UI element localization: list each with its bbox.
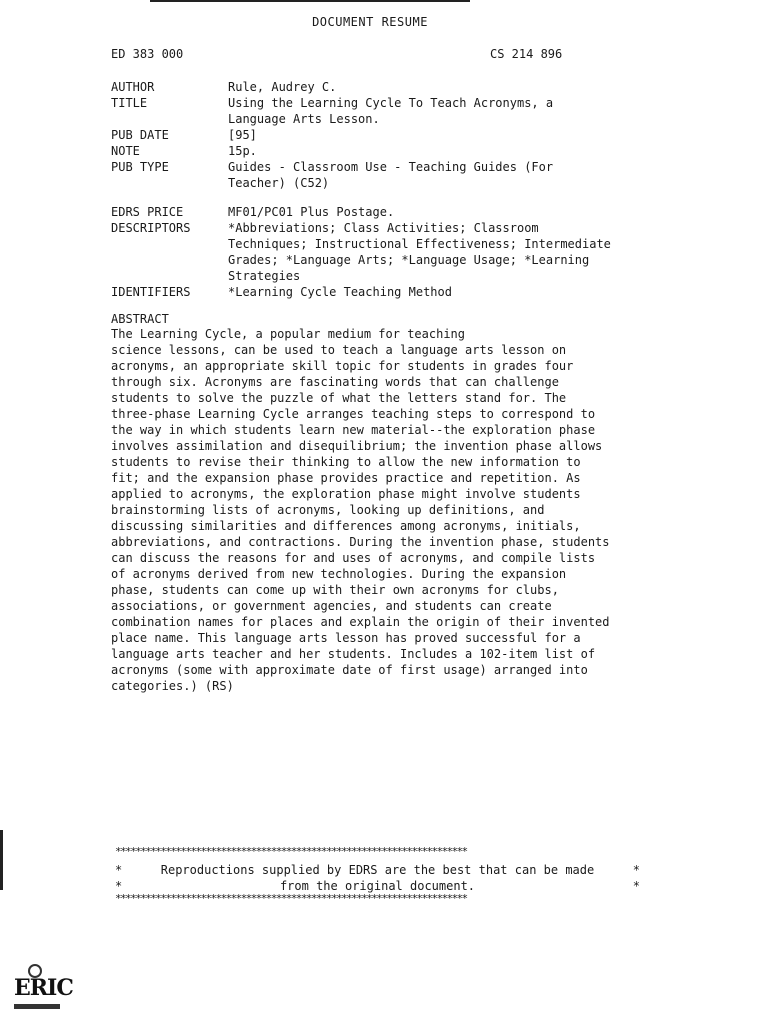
ed-number: ED 383 000 xyxy=(111,47,184,61)
field-label: DESCRIPTORS xyxy=(111,221,191,235)
field-label: IDENTIFIERS xyxy=(111,285,191,299)
eric-logo-text: ERIC xyxy=(14,975,73,1001)
cs-number: CS 214 896 xyxy=(490,47,563,61)
field-value: [95] xyxy=(228,128,257,142)
edge-star-right: * xyxy=(632,863,640,877)
notice-text-2: from the original document. xyxy=(279,879,476,893)
abstract-text: The Learning Cycle, a popular medium for teaching science lessons, can be used to teach a language arts lesson on acronyms, an appropriate skill topic for students in grades four through six. Acronyms are fascinating words that can challenge students to solve the puzzle of what the letters stand for. The three-phase Learning Cycle arranges teaching steps to correspond to the way in which students learn new material--the exploration phase involves assimilation and disequilibrium; the invention phase allows students to revise their thinking to allow the new information to fit; and the expansion phase provides practice and repetition. As applied to acronyms, the exploration phase might involve students brainstorming lists of acronyms, looking up definitions, and discussing similarities and differences among acronyms, initials, abbreviations, and contractions. During the invention phase, students can discuss the reasons for and uses of acronyms, and compile lists of acronyms derived from new technologies. During the expansion phase, students can come up with their own acronyms for clubs, associations, or government agencies, and students can create combination names for places and explain the origin of their invented place name. This language arts lesson has proved successful for a language arts teacher and her students. Includes a 102-item list of acronyms (some with approximate date of first usage) arranged into categories.) (RS) xyxy=(111,327,610,693)
star-border-top: ********************************************************************** xyxy=(115,845,467,858)
field-pub-type xyxy=(111,159,651,191)
field-label: PUB DATE xyxy=(111,128,169,142)
field-author xyxy=(111,79,651,95)
star-border-bottom: ********************************************************************** xyxy=(115,892,467,905)
top-rule xyxy=(150,0,470,2)
field-title xyxy=(111,95,651,127)
abstract-label: ABSTRACT xyxy=(111,312,169,326)
field-note xyxy=(111,143,651,159)
document-heading: DOCUMENT RESUME xyxy=(312,15,428,29)
field-label: TITLE xyxy=(111,96,148,110)
metadata-fields xyxy=(111,79,651,300)
field-identifiers xyxy=(111,284,651,300)
spacer xyxy=(111,191,651,204)
edge-star-left: * xyxy=(115,863,123,877)
reproduction-notice xyxy=(115,862,640,894)
notice-text-1: Reproductions supplied by EDRS are the best that can be made xyxy=(160,863,595,877)
field-label: EDRS PRICE xyxy=(111,205,184,219)
field-label: AUTHOR xyxy=(111,80,155,94)
field-label: NOTE xyxy=(111,144,140,158)
field-value: Using the Learning Cycle To Teach Acronyms, a Language Arts Lesson. xyxy=(228,96,554,126)
field-label: PUB TYPE xyxy=(111,160,169,174)
field-pub-date xyxy=(111,127,651,143)
eric-logo-bar xyxy=(14,1004,60,1009)
field-edrs-price xyxy=(111,204,651,220)
field-value: *Learning Cycle Teaching Method xyxy=(228,285,452,299)
edge-star-left: * xyxy=(115,879,123,893)
field-value: 15p. xyxy=(228,144,257,158)
scan-edge-mark xyxy=(0,830,3,890)
field-value: *Abbreviations; Class Activities; Classroom Techniques; Instructional Effectiveness; Intermediate Grades; *Language Arts; *Language Usage; *Learning Strategies xyxy=(228,221,611,283)
field-value: Guides - Classroom Use - Teaching Guides (For Teacher) (C52) xyxy=(228,160,554,190)
field-value: Rule, Audrey C. xyxy=(228,80,337,94)
edge-star-right: * xyxy=(632,879,640,893)
field-value: MF01/PC01 Plus Postage. xyxy=(228,205,395,219)
notice-line-1 xyxy=(115,862,640,878)
field-descriptors xyxy=(111,220,651,284)
